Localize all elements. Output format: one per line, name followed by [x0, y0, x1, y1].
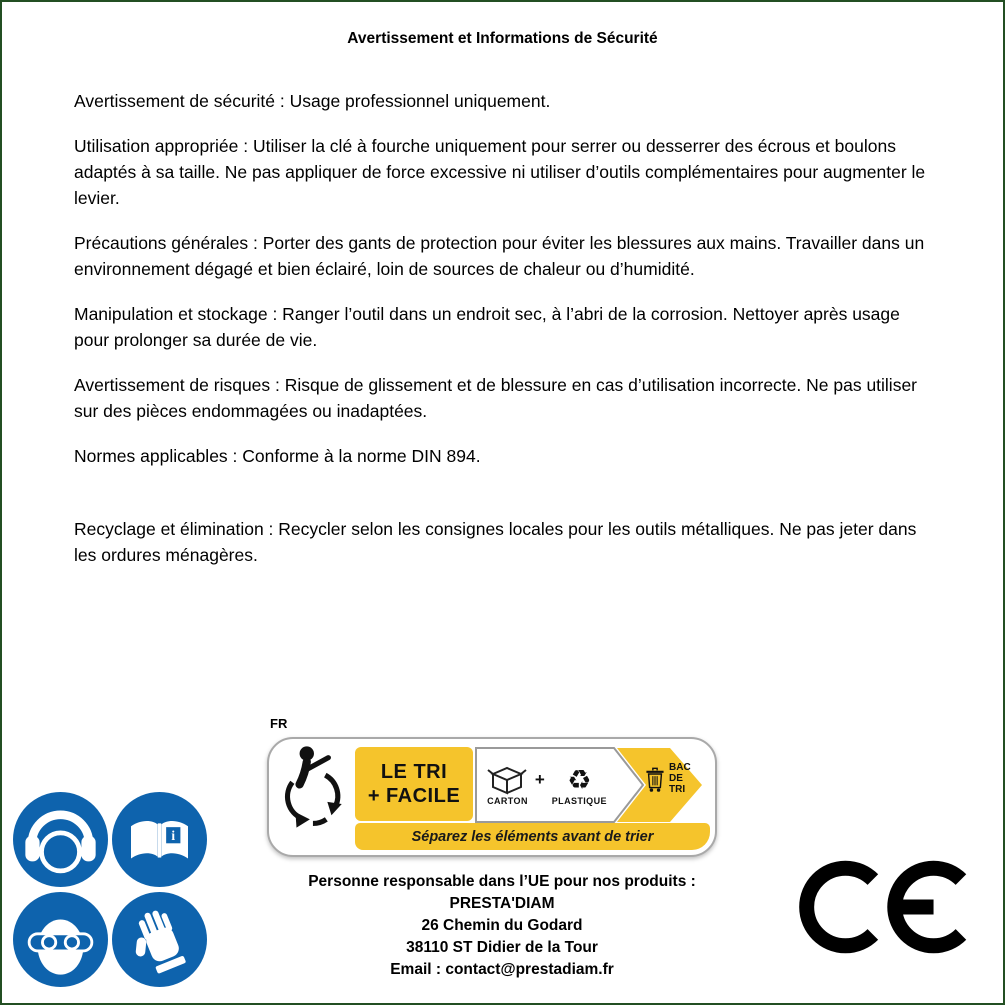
carton-item	[487, 765, 528, 806]
plus-sign: +	[534, 770, 545, 789]
triman-icon	[279, 744, 351, 832]
ce-mark-icon	[797, 852, 982, 962]
fr-country-label: FR	[270, 716, 288, 731]
recycle-triangle-icon: ♻	[567, 764, 592, 795]
carton-box-icon	[487, 765, 527, 795]
svg-text:i: i	[171, 827, 176, 843]
le-tri-text: LE TRI	[380, 761, 448, 783]
le-tri-facile-badge	[355, 747, 473, 821]
bac-de-tri-label: BAC DE TRI	[669, 762, 691, 795]
paragraph-recycling: Recyclage et élimination : Recycler selon les consignes locales pour les outils métalliques. Ne pas jeter dans les ordures ménagères.	[74, 519, 917, 565]
page-title: Avertissement et Informations de Sécurité	[347, 30, 658, 47]
paragraph-risk-warning: Avertissement de risques : Risque de glissement et de blessure en cas d’utilisation incorrecte. Ne pas utiliser sur des pièces endommagées ou inadaptées.	[74, 375, 918, 421]
mandatory-safety-icons	[13, 792, 207, 987]
paragraph-proper-use: Utilisation appropriée : Utiliser la clé à fourche uniquement pour serrer ou desserrer des écrous et boulons adaptés à sa taille. Ne pas appliquer de force excessive ni utiliser d’outils complémentaires pour augmenter le levier.	[74, 136, 926, 208]
address-line-2: 38110 ST Didier de la Tour	[406, 939, 598, 956]
sort-tagline: Séparez les éléments avant de trier	[355, 823, 710, 850]
responsible-intro: Personne responsable dans l’UE pour nos produits :	[308, 873, 696, 890]
company-name: PRESTA'DIAM	[449, 895, 555, 912]
trash-bin-icon	[645, 763, 665, 795]
paragraph-safety-warning: Avertissement de sécurité : Usage professionnel uniquement.	[74, 91, 551, 111]
wear-protective-gloves-icon	[112, 892, 207, 987]
wear-ear-protection-icon	[13, 792, 108, 887]
carton-label: CARTON	[487, 795, 528, 806]
paragraph-standards: Normes applicables : Conforme à la norme DIN 894.	[74, 446, 481, 466]
paragraph-general-precautions: Précautions générales : Porter des gants de protection pour éviter les blessures aux mains. Travailler dans un environnement dégagé et bien éclairé, loin de sources de chaleur ou d’humidité.	[74, 233, 925, 279]
wear-eye-protection-icon	[13, 892, 108, 987]
read-operators-manual-icon	[112, 792, 207, 887]
info-tri-recycling-label	[267, 737, 717, 857]
plastique-item	[552, 765, 607, 806]
contact-email: Email : contact@prestadiam.fr	[390, 961, 614, 978]
plastique-label: PLASTIQUE	[551, 795, 607, 806]
eu-responsible-block	[257, 871, 747, 981]
address-line-1: 26 Chemin du Godard	[421, 917, 583, 934]
paragraph-handling-storage: Manipulation et stockage : Ranger l’outil dans un endroit sec, à l’abri de la corrosion. Nettoyer après usage pour prolonger sa durée de vie.	[74, 304, 900, 350]
facile-text: + FACILE	[367, 785, 461, 807]
bac-de-tri-zone	[617, 747, 703, 823]
safety-text	[74, 88, 935, 568]
